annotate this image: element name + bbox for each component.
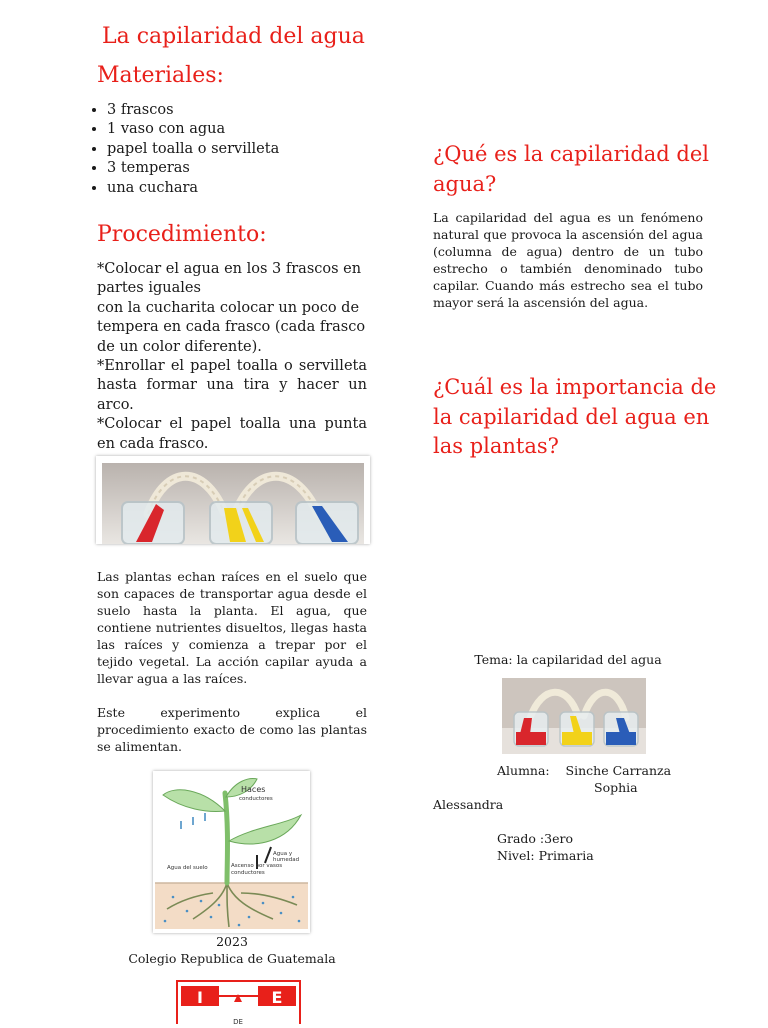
label-ascenso: Ascenso por vasos — [231, 863, 283, 869]
jars-illustration-small — [502, 678, 646, 754]
list-item: • una cuchara — [107, 179, 279, 198]
spacer — [433, 813, 703, 830]
student-name-line1: Alumna: Sinche Carranza — [497, 763, 672, 778]
plants-paragraph: Este experimento explica el procedimiento exacto de como las plantas se alimentan. — [97, 705, 367, 754]
student-info — [433, 762, 703, 864]
logo-small-text: DE — [233, 1018, 243, 1024]
experiment-photo-small — [502, 678, 646, 754]
label-humedad: humedad — [273, 857, 300, 863]
procedure-step: *Colocar el agua en los 3 frascos en partes iguales — [97, 261, 362, 297]
plant-diagram — [153, 771, 310, 933]
procedure-step: con la cucharita colocar un poco de tempera en cada frasco (cada frasco de un color diferente). — [97, 299, 366, 355]
school-logo-graphic — [176, 980, 301, 1024]
label-conductores: conductores — [239, 796, 273, 802]
student-name-line3: Alessandra — [433, 797, 504, 812]
label-haces: Haces — [241, 785, 266, 794]
procedure-step: *Colocar el papel toalla una punta en cada frasco. — [97, 416, 367, 452]
label-agua-suelo: Agua del suelo — [167, 865, 208, 871]
label-ascenso-conductores: conductores — [231, 870, 265, 876]
procedure-step: *Enrollar el papel toalla o servilleta hasta formar una tira y hacer un arco. — [97, 358, 367, 413]
student-name-line2: Sophia — [594, 780, 638, 795]
plants-paragraph: Las plantas echan raíces en el suelo que son capaces de transportar agua desde el suelo hasta la planta. El agua, que contiene nutrientes disueltos, llegas hasta las raíces y comienza a trepar por el tejido vegetal. La acción capilar ayuda a llevar agua a las raíces. — [97, 569, 367, 686]
plant-illustration — [153, 771, 310, 933]
list-item: • 1 vaso con agua — [107, 120, 279, 139]
logo-letter-i: I — [197, 988, 203, 1007]
label-agua-y: Agua y — [273, 851, 293, 857]
school-logo — [176, 980, 301, 1024]
procedure-heading: Procedimiento: — [97, 222, 267, 247]
materials-list — [90, 101, 279, 198]
year: 2023 — [216, 934, 248, 949]
jars-illustration — [96, 456, 370, 544]
procedure-text — [97, 260, 367, 454]
list-item: • papel toalla o servilleta — [107, 140, 279, 159]
document-title: La capilaridad del agua — [102, 24, 365, 49]
question1-answer: La capilaridad del agua es un fenómeno natural que provoca la ascensión del agua (columna de agua) dentro de un tubo estrecho o también denominado tubo capilar. Cuando más estrecho sea el tubo mayor será la ascensión del agua. — [433, 210, 703, 310]
logo-letter-e: E — [271, 988, 283, 1007]
list-item: • 3 frascos — [107, 101, 279, 120]
topic-label: Tema: la capilaridad del agua — [474, 652, 662, 667]
experiment-photo — [96, 456, 370, 544]
footer-left — [97, 933, 367, 967]
list-item: • 3 temperas — [107, 159, 279, 178]
question2-heading: ¿Cuál es la importancia de la capilaridad del agua en las plantas? — [433, 375, 717, 458]
grade: Grado :3ero — [497, 831, 573, 846]
materials-heading: Materiales: — [97, 63, 224, 88]
school-name: Colegio Republica de Guatemala — [128, 951, 336, 966]
question1-heading: ¿Qué es la capilaridad del agua? — [433, 142, 709, 196]
plants-text — [97, 568, 367, 772]
level: Nivel: Primaria — [497, 848, 594, 863]
